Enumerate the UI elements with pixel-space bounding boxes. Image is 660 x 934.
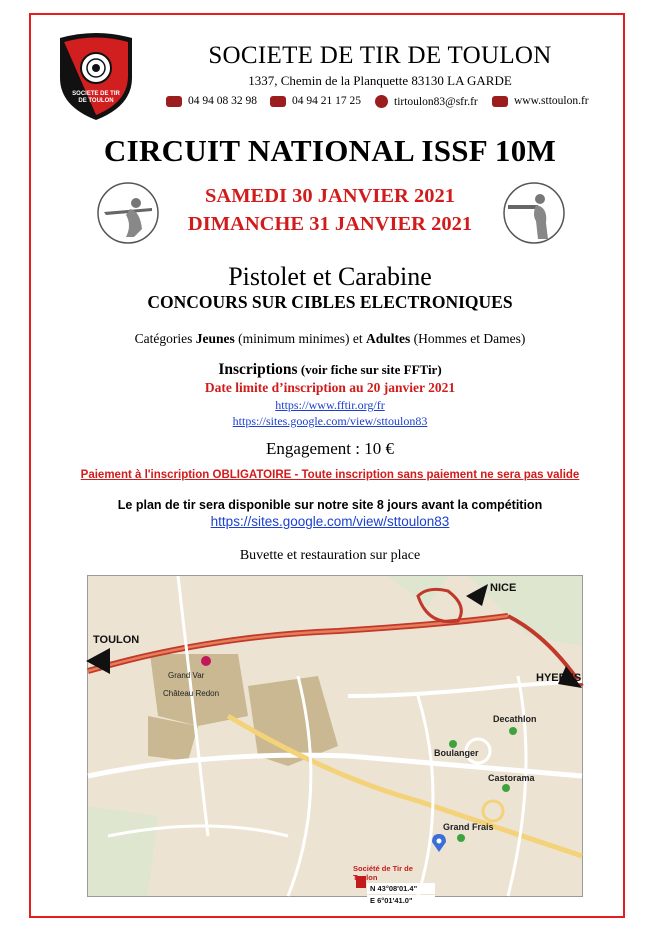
org-address: 1337, Chemin de la Planquette 83130 LA GARDE bbox=[248, 73, 512, 88]
contact-fax: 04 94 21 17 25 bbox=[270, 95, 361, 107]
date-saturday: SAMEDI 30 JANVIER 2021 bbox=[204, 185, 455, 207]
logo-text-1: SOCIETE DE TIR bbox=[72, 91, 120, 97]
map-poi-castorama: Castorama bbox=[488, 773, 535, 783]
phone-icon bbox=[166, 96, 182, 107]
map-city-nice: NICE bbox=[490, 582, 517, 594]
contest-type: CONCOURS SUR CIBLES ELECTRONIQUES bbox=[147, 292, 513, 312]
coord-north: N 43°08'01.4" bbox=[367, 883, 435, 894]
map-poi-grand-var: Grand Var bbox=[168, 671, 205, 680]
event-title: CIRCUIT NATIONAL ISSF 10M bbox=[103, 133, 557, 168]
fax-icon bbox=[270, 96, 286, 107]
refreshments-notice: Buvette et restauration sur place bbox=[239, 548, 421, 563]
categories: Catégories Jeunes (minimum minimes) et Adultes (Hommes et Dames) bbox=[134, 331, 526, 346]
shooting-plan-notice: Le plan de tir sera disponible sur notre site 8 jours avant la compétition bbox=[117, 498, 543, 512]
map-poi-chateau: Château Redon bbox=[163, 689, 220, 698]
disciplines: Pistolet et Carabine bbox=[228, 262, 432, 291]
date-sunday: DIMANCHE 31 JANVIER 2021 bbox=[187, 213, 473, 235]
map-poi-grand-frais: Grand Frais bbox=[443, 822, 494, 832]
map-city-toulon: TOULON bbox=[93, 634, 140, 646]
map-poi-decathlon: Decathlon bbox=[493, 714, 537, 724]
logo-text-2: DE TOULON bbox=[78, 98, 114, 104]
club-map-name: Société de Tir de Toulon bbox=[353, 864, 413, 882]
contact-phone: 04 94 08 32 98 bbox=[166, 95, 257, 107]
club-location-marker bbox=[353, 864, 435, 906]
club-logo bbox=[56, 30, 136, 122]
entry-fee: Engagement : 10 € bbox=[266, 439, 394, 458]
web-icon bbox=[492, 96, 508, 107]
club-site-link[interactable]: https://sites.google.com/view/sttoulon83 bbox=[232, 414, 428, 428]
fftir-link[interactable]: https://www.fftir.org/fr bbox=[275, 398, 385, 412]
inscription-deadline: Date limite d’inscription au 20 janvier 2021 bbox=[204, 380, 456, 395]
map-poi-boulanger: Boulanger bbox=[434, 748, 479, 758]
email-icon bbox=[375, 95, 388, 108]
inscriptions-title: Inscriptions (voir fiche sur site FFTir) bbox=[218, 361, 442, 378]
contact-email[interactable]: tirtoulon83@sfr.fr bbox=[375, 95, 478, 108]
plan-link[interactable]: https://sites.google.com/view/sttoulon83 bbox=[210, 514, 450, 529]
org-name: SOCIETE DE TIR DE TOULON bbox=[208, 42, 552, 69]
map-city-hyeres: HYERES bbox=[536, 672, 582, 684]
payment-notice: Paiement à l'inscription OBLIGATOIRE - Toute inscription sans paiement ne sera pas valide bbox=[80, 469, 580, 481]
contact-web[interactable]: www.sttoulon.fr bbox=[492, 95, 589, 107]
coord-east: E 6°01'41.0" bbox=[367, 895, 435, 906]
map-graphic bbox=[88, 576, 582, 896]
location-map[interactable] bbox=[87, 575, 583, 905]
